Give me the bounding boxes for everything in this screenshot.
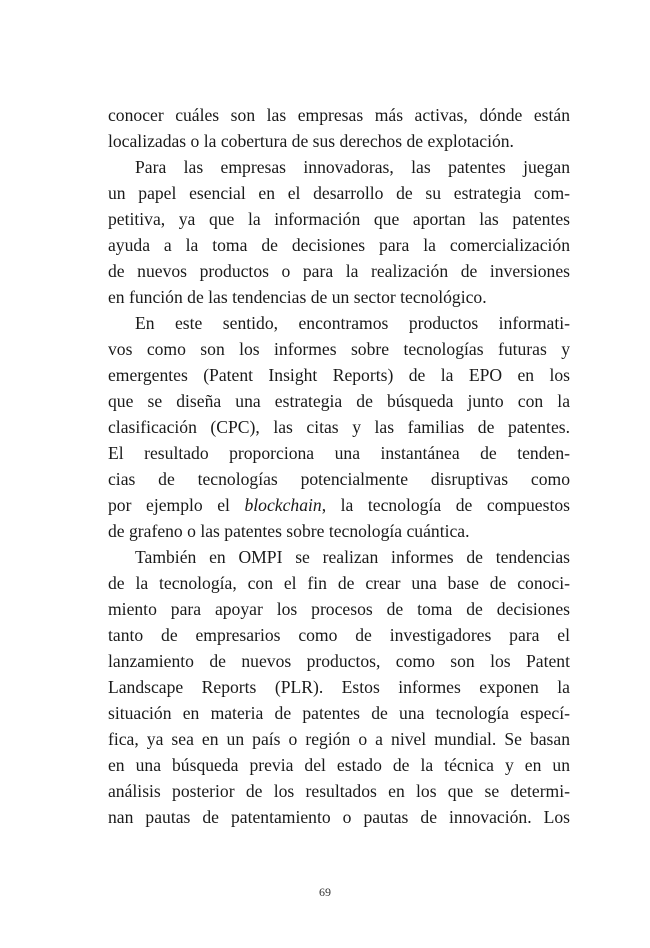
text-line: Para las empresas innovadoras, las patentes juegan — [135, 157, 570, 177]
text-line: conocer cuáles son las empresas más activas, dónde están — [108, 105, 570, 125]
page-number: 69 — [319, 885, 331, 899]
text-line: clasificación (CPC), las citas y las familias de patentes. — [108, 417, 570, 437]
text-line: de nuevos productos o para la realización de inversiones — [108, 261, 570, 281]
text-line: un papel esencial en el desarrollo de su estrategia com- — [108, 183, 570, 203]
text-line: fica, ya sea en un país o región o a nivel mundial. Se basan — [108, 729, 570, 749]
text-line: lanzamiento de nuevos productos, como son los Patent — [108, 651, 570, 671]
italic-term: blockchain — [244, 495, 322, 515]
text-line: cias de tecnologías potencialmente disruptivas como — [108, 469, 570, 489]
text-line: de la tecnología, con el fin de crear una base de conoci- — [108, 573, 570, 593]
text-line: en función de las tendencias de un sector tecnológico. — [108, 287, 487, 307]
text-line: También en OMPI se realizan informes de tendencias — [135, 547, 570, 567]
text-line: que se diseña una estrategia de búsqueda junto con la — [108, 391, 570, 411]
text-line: nan pautas de patentamiento o pautas de innovación. Los — [108, 807, 570, 827]
text-line: situación en materia de patentes de una tecnología especí- — [108, 703, 570, 723]
text-line: emergentes (Patent Insight Reports) de la EPO en los — [108, 365, 570, 385]
text-line: El resultado proporciona una instantánea de tenden- — [108, 443, 570, 463]
text-line: de grafeno o las patentes sobre tecnología cuántica. — [108, 521, 470, 541]
text-line: localizadas o la cobertura de sus derechos de explotación. — [108, 131, 514, 151]
text-segment: por ejemplo el — [108, 495, 245, 515]
text-line: petitiva, ya que la información que aportan las patentes — [108, 209, 570, 229]
text-segment: , la tecnología de compuestos — [321, 495, 570, 515]
text-line: Landscape Reports (PLR). Estos informes exponen la — [108, 677, 570, 697]
text-line: en una búsqueda previa del estado de la técnica y en un — [108, 755, 570, 775]
text-line: vos como son los informes sobre tecnologías futuras y — [108, 339, 570, 359]
text-line: En este sentido, encontramos productos informati- — [135, 313, 570, 333]
text-line: ayuda a la toma de decisiones para la comercialización — [108, 235, 570, 255]
text-line: tanto de empresarios como de investigadores para el — [108, 625, 570, 645]
text-line: miento para apoyar los procesos de toma de decisiones — [108, 599, 570, 619]
text-line: análisis posterior de los resultados en los que se determi- — [108, 781, 570, 801]
text-line — [108, 492, 570, 518]
body-text — [108, 102, 570, 830]
